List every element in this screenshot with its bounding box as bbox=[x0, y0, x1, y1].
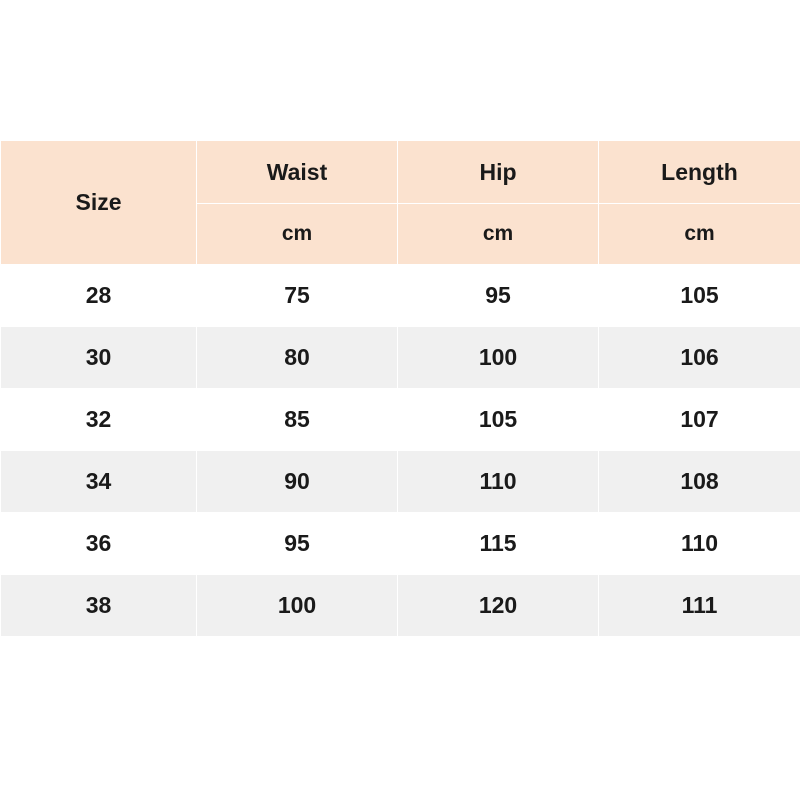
cell-waist: 95 bbox=[197, 513, 398, 575]
cell-hip: 120 bbox=[398, 575, 599, 637]
cell-length: 110 bbox=[599, 513, 800, 575]
cell-size: 38 bbox=[1, 575, 197, 637]
table-header-row-titles bbox=[1, 141, 800, 204]
table-row bbox=[1, 389, 800, 451]
table-row bbox=[1, 451, 800, 513]
column-header-hip: Hip bbox=[398, 141, 599, 204]
column-header-waist: Waist bbox=[197, 141, 398, 204]
cell-size: 28 bbox=[1, 265, 197, 327]
cell-hip: 105 bbox=[398, 389, 599, 451]
cell-waist: 80 bbox=[197, 327, 398, 389]
cell-hip: 110 bbox=[398, 451, 599, 513]
cell-hip: 95 bbox=[398, 265, 599, 327]
cell-size: 36 bbox=[1, 513, 197, 575]
table-row bbox=[1, 575, 800, 637]
cell-size: 30 bbox=[1, 327, 197, 389]
cell-size: 34 bbox=[1, 451, 197, 513]
table-body bbox=[1, 265, 800, 637]
cell-waist: 75 bbox=[197, 265, 398, 327]
cell-length: 106 bbox=[599, 327, 800, 389]
cell-waist: 85 bbox=[197, 389, 398, 451]
column-unit-hip: cm bbox=[398, 204, 599, 265]
column-header-length: Length bbox=[599, 141, 800, 204]
cell-length: 105 bbox=[599, 265, 800, 327]
table-row bbox=[1, 265, 800, 327]
size-chart-table-container bbox=[0, 140, 800, 637]
column-unit-length: cm bbox=[599, 204, 800, 265]
cell-length: 111 bbox=[599, 575, 800, 637]
column-header-size: Size bbox=[1, 141, 197, 265]
cell-hip: 115 bbox=[398, 513, 599, 575]
table-row bbox=[1, 327, 800, 389]
cell-size: 32 bbox=[1, 389, 197, 451]
cell-waist: 90 bbox=[197, 451, 398, 513]
cell-length: 108 bbox=[599, 451, 800, 513]
table-header bbox=[1, 141, 800, 265]
cell-length: 107 bbox=[599, 389, 800, 451]
cell-waist: 100 bbox=[197, 575, 398, 637]
size-chart-table bbox=[0, 140, 800, 637]
column-unit-waist: cm bbox=[197, 204, 398, 265]
table-row bbox=[1, 513, 800, 575]
cell-hip: 100 bbox=[398, 327, 599, 389]
